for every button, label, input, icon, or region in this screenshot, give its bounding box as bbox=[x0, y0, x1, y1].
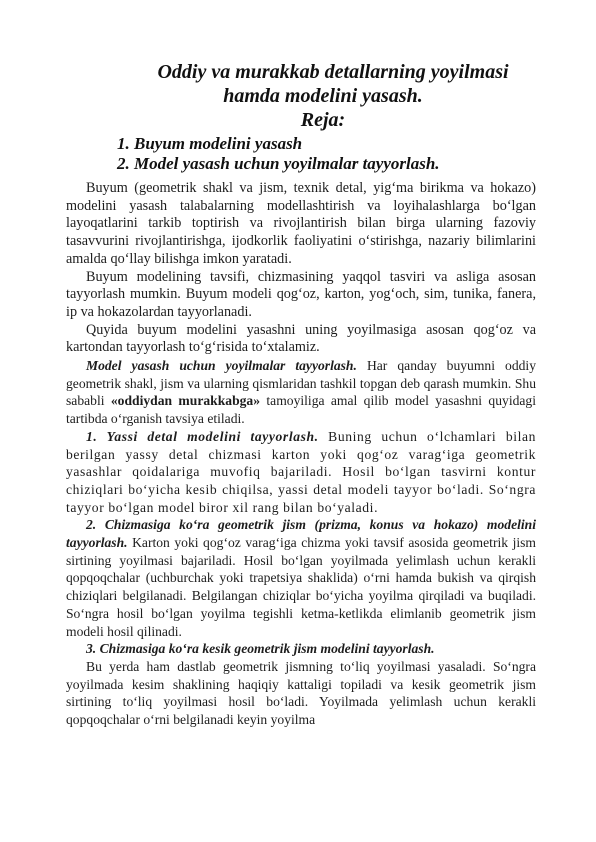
plan-heading: Reja: bbox=[300, 109, 346, 131]
plan-item-2: 2. Model yasash uchun yoyilmalar tayyorlash. bbox=[117, 154, 440, 173]
plan-item-1: 1. Buyum modelini yasash bbox=[117, 134, 303, 153]
document-body bbox=[66, 180, 536, 729]
paragraph-1: Buyum (geometrik shakl va jism, texnik detal, yig‘ma birikma va hokazo) modelini yasash talabalarning modellashtirish va loyihalashlarga bo‘lgan layoqatlarini tarkib toptirish va rivojlantirish bilan birga ularning fazoviy tasavvurini rivojlantirishga, ijodkorlik faoliyatini o‘stirishga, nazariy bilimlarini amalda qo‘llay bilishga imkon yaratadi. bbox=[66, 180, 536, 267]
section-heading-model-yasash: Model yasash uchun yoyilmalar tayyorlash. bbox=[86, 358, 357, 374]
paragraph-5-text: Buning uchun o‘lchamlari bilan berilgan yassy detal chizmasi karton yoki qog‘oz varag‘iga geometrik yasashlar qoidalariga muvofiq bajariladi. Hosil bo‘lgan tasvirni kontur chiziqlari bo‘yicha kesib chiqilsa, yassi detal modeli tayyor bo‘ladi. So‘ngra tayyor bo‘lgan model biror xil rang bilan bo‘yaladi. bbox=[66, 428, 537, 515]
paragraph-4-text-b: tamoyiliga amal qilib model yasashni quyidagi tartibda o‘rganish tavsiya etiladi. bbox=[66, 393, 537, 427]
paragraph-6 bbox=[66, 516, 536, 640]
paragraph-2: Buyum modelining tavsifi, chizmasining yaqqol tasviri va asliga asosan tayyorlash mumkin. Buyum modeli qog‘oz, karton, yog‘och, sim, tunika, fanera, ip va hokazolardan tayyorlanadi. bbox=[66, 268, 536, 320]
document-title-line-1: Oddiy va murakkab detallarning yoyilmasi bbox=[157, 61, 509, 83]
subsection-heading-2: 2. Chizmasiga ko‘ra geometrik jism (prizma, konus va hokazo) modelini tayyorlash. bbox=[66, 517, 536, 551]
paragraph-4-text-a: Har qanday buyumni oddiy geometrik shakl, jism va ularning qismlaridan tashkil topgan deb qarash mumkin. Shu sababli bbox=[66, 358, 536, 409]
paragraph-3: Quyida buyum modelini yasashni uning yoyilmasiga asosan qog‘oz va kartondan tayyorlash to‘g‘risida to‘xtalamiz. bbox=[66, 321, 536, 356]
subsection-heading-1: 1. Yassi detal modelini tayyorlash. bbox=[86, 428, 319, 444]
paragraph-7 bbox=[66, 640, 536, 658]
paragraph-8: Bu yerda ham dastlab geometrik jismning to‘liq yoyilmasi yasaladi. So‘ngra yoyilmada kesim shaklining haqiqiy kattaligi topiladi va kesik geometrik jism sirtining to‘liq yoyilmasi hosil bo‘ladi. Yoyilmada yelimlash uchun kerakli qopqoqchalar o‘rni belgilanadi keyin yoyilma bbox=[66, 658, 536, 728]
paragraph-5 bbox=[66, 428, 536, 517]
paragraph-6-text: Karton yoki qog‘oz varag‘iga chizma yoki tavsif asosida geometrik jism sirtining yoyilmasi bajariladi. Hosil bo‘lgan yoyilmada yelimlash uchun kerakli qopqoqchalar (uchburchak yoki trapetsiya shaklida) o‘rni hamda bukish va qirqish chiziqlari belgilanadi. Belgilangan chiziqlar bo‘yicha yoyilma qirqiladi va buqiladi. So‘ngra hosil bo‘lgan yoyilma tegishli ketma-ketlikda elimlanib geometrik jism modeli hosil qilinadi. bbox=[66, 535, 536, 639]
principle-quote: «oddiydan murakkabga» bbox=[110, 393, 261, 409]
paragraph-4 bbox=[66, 357, 536, 428]
document-title-line-2: hamda modelini yasash. bbox=[223, 85, 423, 107]
subsection-heading-3: 3. Chizmasiga ko‘ra kesik geometrik jism modelini tayyorlash. bbox=[86, 641, 435, 657]
